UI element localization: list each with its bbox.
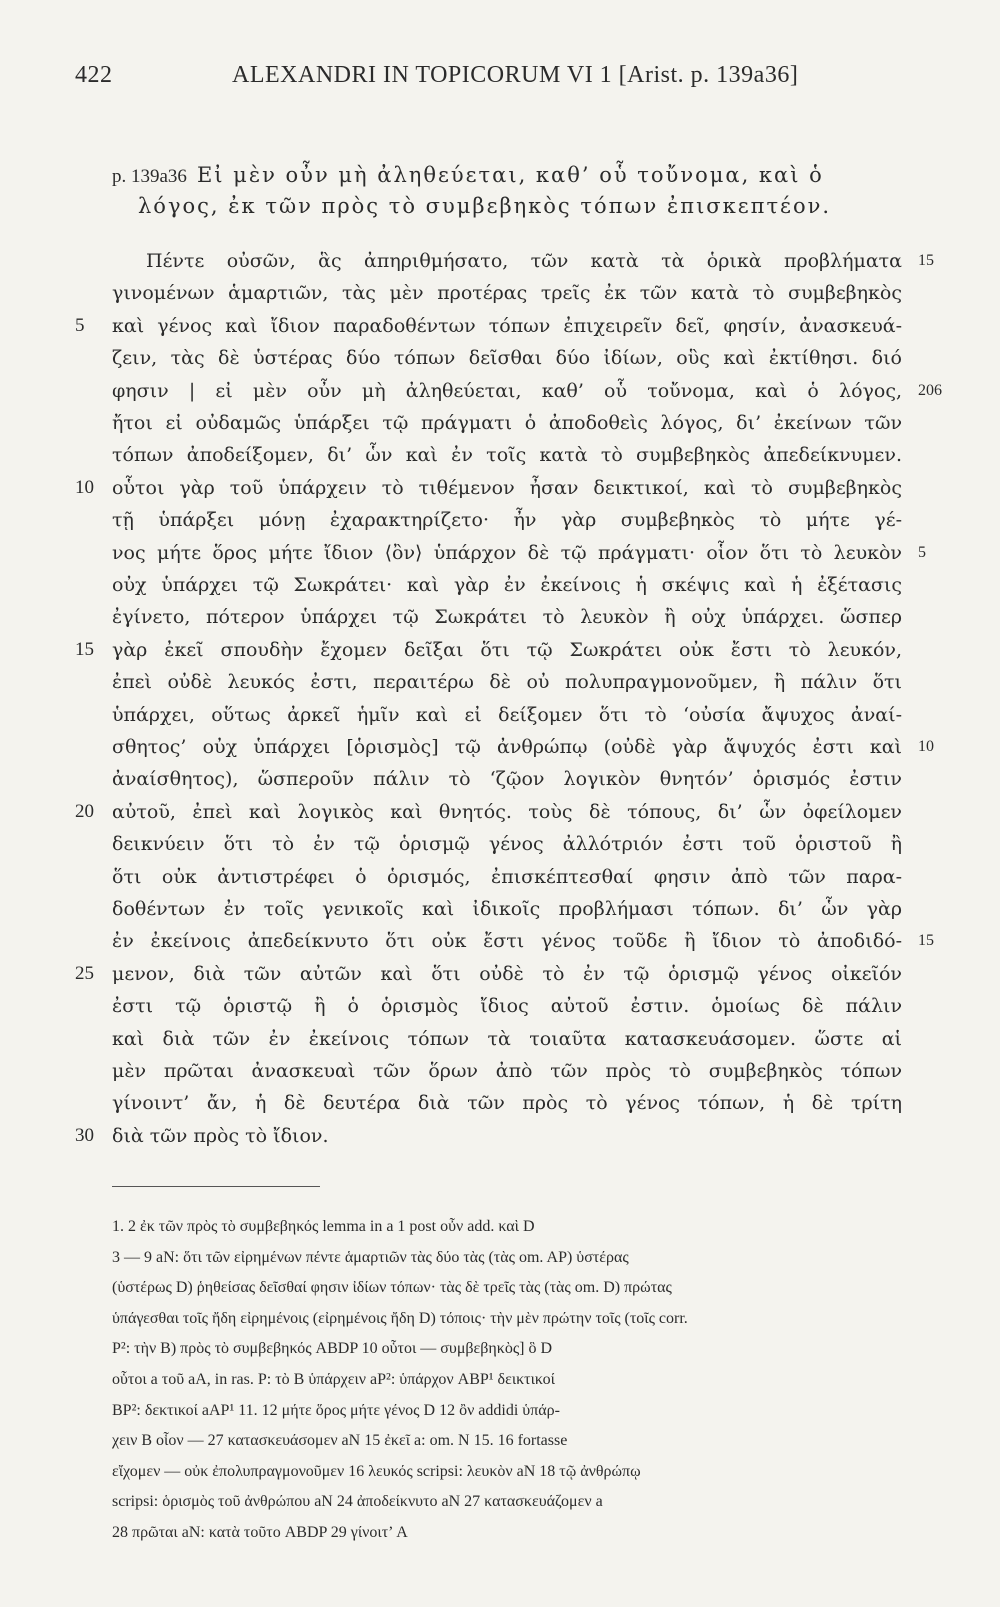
- body-line: καὶ γένος καὶ ἴδιον παραδοθέντων τόπων ἐπιχειρεῖν δεῖ, φησίν, ἀνασκευά-: [112, 315, 902, 337]
- body-line: δοθέντων ἐν τοῖς γενικοῖς καὶ ἰδικοῖς προβλήμασι τόπων. δι’ ὧν γὰρ: [112, 898, 902, 920]
- footnote-rule: [112, 1186, 320, 1187]
- line-number: 20: [75, 801, 94, 822]
- body-line: καὶ διὰ τῶν ἐν ἐκείνοις τόπων τὰ τοιαῦτα κατασκευάσομεν. ὥστε αἱ: [112, 1028, 902, 1050]
- body-line: ὅτι οὐκ ἀντιστρέφει ὁ ὁρισμός, ἐπισκέπτεσθαί φησιν ἀπὸ τῶν παρα-: [112, 866, 902, 888]
- source-page-number: 15: [918, 252, 934, 269]
- lemma-text: Εἰ μὲν οὖν μὴ ἀληθεύεται, καθ’ οὗ τοὔνομα, καὶ ὁ: [196, 163, 824, 187]
- lemma-line-1: [112, 160, 912, 192]
- body-line: τόπων ἀποδείξομεν, δι’ ὧν καὶ ἐν τοῖς κατὰ τὸ συμβεβηκὸς ἀπεδείκνυμεν.: [112, 444, 902, 466]
- body-line: φησιν | εἰ μὲν οὖν μὴ ἀληθεύεται, καθ’ οὗ τοὔνομα, καὶ ὁ λόγος,: [112, 380, 902, 402]
- body-line: οὐχ ὑπάρχει τῷ Σωκράτει· καὶ γὰρ ἐν ἐκείνοις ἡ σκέψις καὶ ἡ ἐξέτασις: [112, 574, 902, 596]
- line-number: 25: [75, 963, 94, 984]
- apparatus-line: 3 — 9 aN: ὅτι τῶν εἰρημένων πέντε ἁμαρτιῶν τὰς δύο τὰς (τὰς om. AP) ὑστέρας: [112, 1249, 629, 1266]
- body-line: ἐν ἐκείνοις ἀπεδείκνυτο ὅτι οὐκ ἔστι γένος τοῦδε ἢ ἴδιον τὸ ἀποδιδό-: [112, 930, 902, 952]
- source-page-number: 10: [918, 738, 934, 755]
- body-line: ἀναίσθητος), ὥσπεροῦν πάλιν τὸ ‘ζῷον λογικὸν θνητόν’ ὁρισμός ἐστιν: [112, 768, 902, 790]
- body-line: ὑπάρχει, οὕτως ἀρκεῖ ἡμῖν καὶ εἰ δείξομεν ὅτι τὸ ‘οὐσία ἄψυχος ἀναί-: [112, 704, 902, 726]
- body-line: Πέντε οὐσῶν, ἃς ἀπηριθμήσατο, τῶν κατὰ τὰ ὁρικὰ προβλήματα: [146, 250, 902, 272]
- body-line: ἐστι τῷ ὁριστῷ ἢ ὁ ὁρισμὸς ἴδιος αὐτοῦ ἐστιν. ὁμοίως δὲ πάλιν: [112, 995, 902, 1017]
- body-line: γινομένων ἁμαρτιῶν, τὰς μὲν προτέρας τρεῖς ἐκ τῶν κατὰ τὸ συμβεβηκὸς: [112, 282, 902, 304]
- body-line: οὗτοι γὰρ τοῦ ὑπάρχειν τὸ τιθέμενον ἦσαν δεικτικοί, καὶ τὸ συμβεβηκὸς: [112, 477, 902, 499]
- body-line: τῇ ὑπάρξει μόνῃ ἐχαρακτηρίζετο· ἦν γὰρ συμβεβηκὸς τὸ μήτε γέ-: [112, 509, 902, 531]
- apparatus-line: 28 πρῶται aN: κατὰ τοῦτο ABDP 29 γίνοιτ’ A: [112, 1524, 408, 1541]
- apparatus-line: εἴχομεν — οὐκ ἐπολυπραγμονοῦμεν 16 λευκός scripsi: λευκὸν aN 18 τῷ ἀνθρώπῳ: [112, 1463, 641, 1480]
- apparatus-line: ὑπάγεσθαι τοῖς ἤδη εἰρημένοις (εἰρημένοις ἤδη D) τόποις· τὴν μὲν πρώτην τοῖς (τοῖς corr.: [112, 1310, 688, 1327]
- line-number: 10: [75, 477, 94, 498]
- source-page-number: 206: [918, 382, 942, 399]
- apparatus-line: BP²: δεκτικοί aAP¹ 11. 12 μήτε ὅρος μήτε γένος D 12 ὂν addidi ὑπάρ-: [112, 1402, 560, 1419]
- body-line: δεικνύειν ὅτι τὸ ἐν τῷ ὁρισμῷ γένος ἀλλότριόν ἐστι τοῦ ὁριστοῦ ἢ: [112, 833, 902, 855]
- running-title: ALEXANDRI IN TOPICORUM VI 1 [Arist. p. 139a36]: [232, 62, 799, 88]
- lemma-line-2: λόγος, ἐκ τῶν πρὸς τὸ συμβεβηκὸς τόπων ἐπισκεπτέον.: [138, 194, 832, 218]
- apparatus-line: 1. 2 ἐκ τῶν πρὸς τὸ συμβεβηκός lemma in a 1 post οὖν add. καὶ D: [112, 1218, 535, 1235]
- apparatus-line: χειν B οἷον — 27 κατασκευάσομεν aN 15 ἐκεῖ a: om. N 15. 16 fortasse: [112, 1432, 568, 1449]
- body-line: γὰρ ἐκεῖ σπουδὴν ἔχομεν δεῖξαι ὅτι τῷ Σωκράτει οὐκ ἔστι τὸ λευκόν,: [112, 639, 902, 661]
- apparatus-line: P²: τὴν B) πρὸς τὸ συμβεβηκός ABDP 10 οὗτοι — συμβεβηκὸς] ὃ D: [112, 1340, 553, 1357]
- body-line: ἐπεὶ οὐδὲ λευκός ἐστι, περαιτέρω δὲ οὐ πολυπραγμονοῦμεν, ἢ πάλιν ὅτι: [112, 671, 902, 693]
- source-page-number: 15: [918, 932, 934, 949]
- page-number: 422: [75, 62, 113, 88]
- body-line: ἤτοι εἰ οὐδαμῶς ὑπάρξει τῷ πράγματι ὁ ἀποδοθεὶς λόγος, δι’ ἐκείνων τῶν: [112, 412, 902, 434]
- body-line: σθητος’ οὐχ ὑπάρχει [ὁρισμὸς] τῷ ἀνθρώπῳ (οὐδὲ γὰρ ἄψυχός ἐστι καὶ: [112, 736, 902, 758]
- body-line: αὐτοῦ, ἐπεὶ καὶ λογικὸς καὶ θνητός. τοὺς δὲ τόπους, δι’ ὧν ὀφείλομεν: [112, 801, 902, 823]
- body-line: διὰ τῶν πρὸς τὸ ἴδιον.: [112, 1125, 329, 1147]
- line-number: 5: [75, 315, 85, 336]
- source-page-number: 5: [918, 544, 926, 561]
- body-line: ἐγίνετο, πότερον ὑπάρχει τῷ Σωκράτει τὸ λευκὸν ἢ οὐχ ὑπάρχει. ὥσπερ: [112, 606, 902, 628]
- line-number: 30: [75, 1125, 94, 1146]
- body-line: μενον, διὰ τῶν αὐτῶν καὶ ὅτι οὐδὲ τὸ ἐν τῷ ὁρισμῷ γένος οἰκεῖόν: [112, 963, 902, 985]
- body-line: μὲν πρῶται ἀνασκευαὶ τῶν ὅρων ἀπὸ τῶν πρὸς τὸ συμβεβηκὸς τόπων: [112, 1060, 902, 1082]
- line-number: 15: [75, 639, 94, 660]
- apparatus-line: scripsi: ὁρισμὸς τοῦ ἀνθρώπου aN 24 ἀποδείκνυτο aN 27 κατασκευάζομεν a: [112, 1493, 603, 1510]
- body-line: ζειν, τὰς δὲ ὑστέρας δύο τόπων δεῖσθαι δύο ἰδίων, οὓς καὶ ἐκτίθησι. διό: [112, 347, 902, 369]
- body-line: γίνοιντ’ ἄν, ἡ δὲ δευτέρα διὰ τῶν πρὸς τὸ γένος τόπων, ἡ δὲ τρίτη: [112, 1092, 902, 1114]
- apparatus-line: (ὑστέρως D) ῥηθείσας δεῖσθαί φησιν ἰδίων τόπων· τὰς δὲ τρεῖς τὰς (τὰς om. D) πρώτας: [112, 1279, 672, 1296]
- body-line: νος μήτε ὅρος μήτε ἴδιον ⟨ὂν⟩ ὑπάρχον δὲ τῷ πράγματι· οἷον ὅτι τὸ λευκὸν: [112, 542, 902, 564]
- apparatus-line: οὗτοι a τοῦ aA, in ras. P: τὸ B ὑπάρχειν aP²: ὑπάρχον ABP¹ δεικτικοί: [112, 1371, 555, 1388]
- lemma-reference: p. 139a36: [112, 166, 187, 187]
